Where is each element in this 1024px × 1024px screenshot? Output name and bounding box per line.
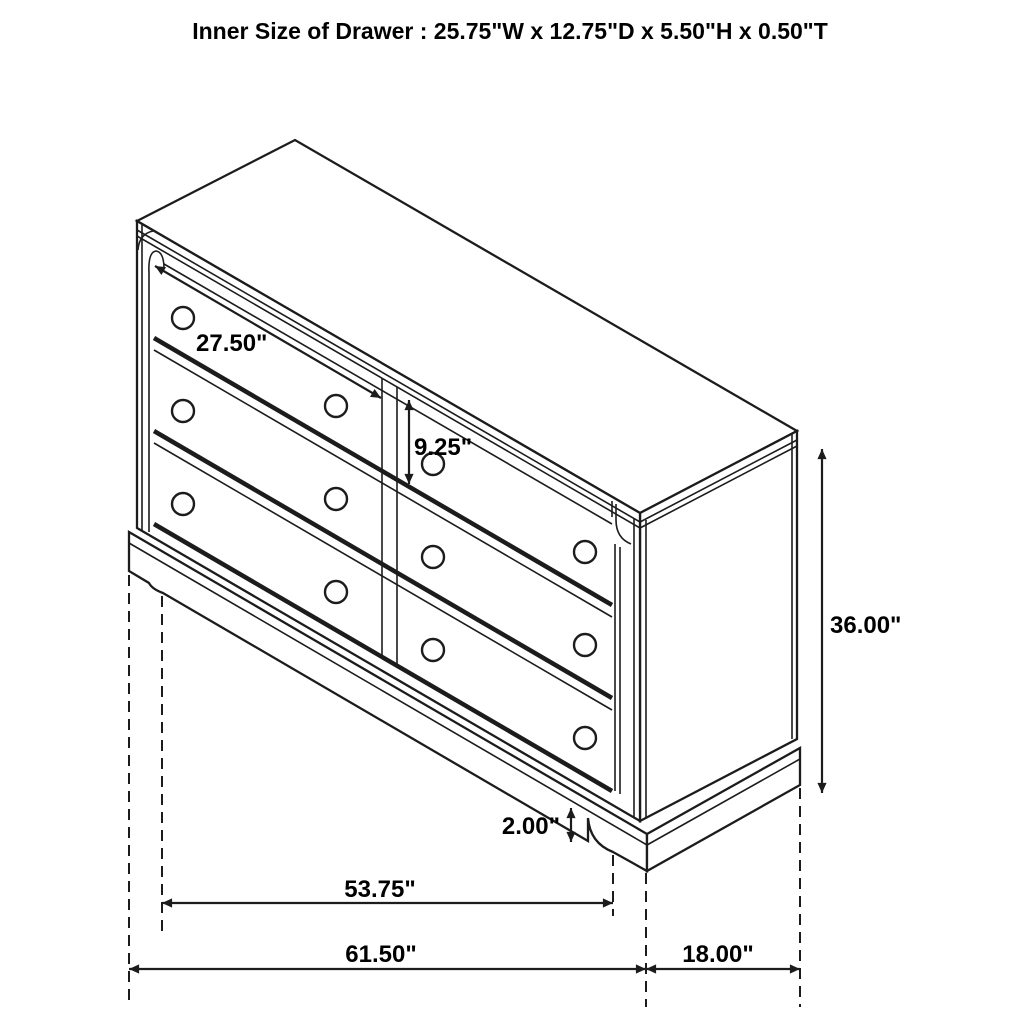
dim-label-base-height: 2.00" [501,813,560,840]
page-title: Inner Size of Drawer : 25.75"W x 12.75"D x 5.50"H x 0.50"T [192,18,828,44]
knob-left-drawer3-right [325,581,347,603]
knob-left-drawer2-right [325,488,347,510]
dim-label-overall-height: 36.00" [830,612,902,639]
dim-label-overall-width: 61.50" [345,941,417,968]
dim-label-base-inner-width: 53.75" [344,876,416,903]
knob-right-drawer3-left [422,639,444,661]
knob-right-drawer2-left [422,546,444,568]
knob-left-drawer3-left [172,493,194,515]
knob-left-drawer1-right [325,395,347,417]
dresser-drawing [129,140,800,871]
knob-right-drawer2-right [574,634,596,656]
dim-label-drawer-opening-width: 27.50" [196,330,268,357]
knob-left-drawer2-left [172,400,194,422]
knob-right-drawer1-right [574,541,596,563]
knob-right-drawer3-right [574,727,596,749]
dim-label-drawer-opening-height: 9.25" [414,434,473,461]
knob-left-drawer1-left [172,307,194,329]
dim-label-overall-depth: 18.00" [682,941,754,968]
